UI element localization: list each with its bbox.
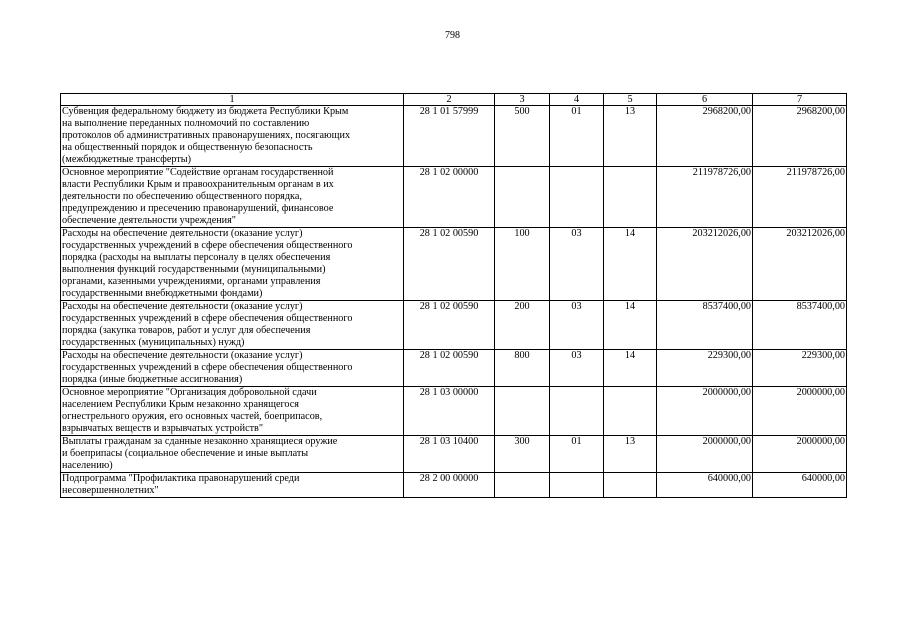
expense-name-line: (межбюджетные трансферты) bbox=[62, 154, 192, 165]
amount-cell: 203212026,00 bbox=[753, 228, 847, 301]
expense-name-line: порядка (закупка товаров, работ и услуг для обеспечения bbox=[62, 325, 311, 336]
target-article-cell: 28 1 01 57999 bbox=[404, 106, 495, 167]
table-row bbox=[61, 350, 847, 387]
table-row bbox=[61, 228, 847, 301]
expense-name-line: Субвенция федеральному бюджету из бюджета Республики Крым bbox=[62, 106, 349, 117]
expense-name-cell bbox=[61, 473, 404, 498]
table-row bbox=[61, 106, 847, 167]
expense-name-line: государственных учреждений в сфере обеспечения общественного bbox=[62, 240, 353, 251]
column-header: 1 bbox=[61, 94, 404, 106]
expense-type-cell bbox=[495, 387, 550, 436]
section-cell: 01 bbox=[550, 106, 604, 167]
expense-name-line: огнестрельного оружия, его основных частей, боеприпасов, bbox=[62, 411, 323, 422]
target-article-cell: 28 2 00 00000 bbox=[404, 473, 495, 498]
expense-name-line: Подпрограмма "Профилактика правонарушений среди bbox=[62, 473, 300, 484]
expense-name-line: деятельности по обеспечению общественного порядка, bbox=[62, 191, 302, 202]
subsection-cell: 14 bbox=[604, 350, 657, 387]
expense-name-line: на выполнение переданных полномочий по составлению bbox=[62, 118, 310, 129]
header-row bbox=[61, 94, 847, 106]
expense-name-line: порядка (расходы на выплаты персоналу в целях обеспечения bbox=[62, 252, 331, 263]
expense-name-cell bbox=[61, 228, 404, 301]
target-article-cell: 28 1 02 00000 bbox=[404, 167, 495, 228]
amount-cell: 640000,00 bbox=[753, 473, 847, 498]
amount-cell: 2968200,00 bbox=[753, 106, 847, 167]
expense-name-line: Расходы на обеспечение деятельности (оказание услуг) bbox=[62, 350, 303, 361]
amount-cell: 211978726,00 bbox=[657, 167, 753, 228]
column-header: 3 bbox=[495, 94, 550, 106]
section-cell: 03 bbox=[550, 301, 604, 350]
expense-name-line: населению) bbox=[62, 460, 113, 471]
amount-cell: 2968200,00 bbox=[657, 106, 753, 167]
amount-cell: 203212026,00 bbox=[657, 228, 753, 301]
section-cell bbox=[550, 167, 604, 228]
expense-type-cell bbox=[495, 473, 550, 498]
table-row bbox=[61, 436, 847, 473]
expense-type-cell bbox=[495, 167, 550, 228]
target-article-cell: 28 1 03 00000 bbox=[404, 387, 495, 436]
page-number: 798 bbox=[445, 30, 460, 41]
expense-name-line: государственных (муниципальных) нужд) bbox=[62, 337, 245, 348]
expense-name-cell bbox=[61, 167, 404, 228]
table-row bbox=[61, 167, 847, 228]
table-body bbox=[61, 106, 847, 498]
subsection-cell: 14 bbox=[604, 228, 657, 301]
amount-cell: 229300,00 bbox=[657, 350, 753, 387]
expense-name-line: взрывчатых веществ и взрывчатых устройств" bbox=[62, 423, 264, 434]
expense-type-cell: 500 bbox=[495, 106, 550, 167]
amount-cell: 2000000,00 bbox=[657, 387, 753, 436]
subsection-cell bbox=[604, 473, 657, 498]
expense-name-cell bbox=[61, 387, 404, 436]
expense-name-cell bbox=[61, 301, 404, 350]
amount-cell: 2000000,00 bbox=[657, 436, 753, 473]
table-row bbox=[61, 387, 847, 436]
expense-name-line: населением Республики Крым незаконно хранящегося bbox=[62, 399, 299, 410]
expense-name-cell bbox=[61, 106, 404, 167]
target-article-cell: 28 1 02 00590 bbox=[404, 301, 495, 350]
expense-name-line: Основное мероприятие "Содействие органам государственной bbox=[62, 167, 334, 178]
subsection-cell: 14 bbox=[604, 301, 657, 350]
subsection-cell bbox=[604, 167, 657, 228]
expense-name-line: и боеприпасы (социальное обеспечение и иные выплаты bbox=[62, 448, 309, 459]
expense-name-line: выполнения функций государственными (муниципальными) bbox=[62, 264, 326, 275]
target-article-cell: 28 1 02 00590 bbox=[404, 228, 495, 301]
budget-table bbox=[60, 93, 847, 498]
column-header: 5 bbox=[604, 94, 657, 106]
expense-type-cell: 300 bbox=[495, 436, 550, 473]
table-row bbox=[61, 301, 847, 350]
section-cell: 03 bbox=[550, 228, 604, 301]
column-header: 2 bbox=[404, 94, 495, 106]
column-header: 4 bbox=[550, 94, 604, 106]
target-article-cell: 28 1 02 00590 bbox=[404, 350, 495, 387]
subsection-cell: 13 bbox=[604, 436, 657, 473]
amount-cell: 8537400,00 bbox=[753, 301, 847, 350]
column-header: 6 bbox=[657, 94, 753, 106]
expense-name-cell bbox=[61, 436, 404, 473]
expense-name-line: Основное мероприятие "Организация добровольной сдачи bbox=[62, 387, 317, 398]
amount-cell: 640000,00 bbox=[657, 473, 753, 498]
amount-cell: 8537400,00 bbox=[657, 301, 753, 350]
expense-name-line: органами, казенными учреждениями, органами управления bbox=[62, 276, 321, 287]
amount-cell: 211978726,00 bbox=[753, 167, 847, 228]
expense-name-line: Выплаты гражданам за сданные незаконно хранящиеся оружие bbox=[62, 436, 338, 447]
expense-name-cell bbox=[61, 350, 404, 387]
expense-type-cell: 100 bbox=[495, 228, 550, 301]
expense-type-cell: 200 bbox=[495, 301, 550, 350]
expense-name-line: власти Республики Крым и правоохранительным органам в их bbox=[62, 179, 334, 190]
target-article-cell: 28 1 03 10400 bbox=[404, 436, 495, 473]
subsection-cell bbox=[604, 387, 657, 436]
expense-name-line: государственными внебюджетными фондами) bbox=[62, 288, 263, 299]
expense-name-line: государственных учреждений в сфере обеспечения общественного bbox=[62, 313, 353, 324]
expense-name-line: несовершеннолетних" bbox=[62, 485, 159, 496]
expense-name-line: Расходы на обеспечение деятельности (оказание услуг) bbox=[62, 301, 303, 312]
subsection-cell: 13 bbox=[604, 106, 657, 167]
table-row bbox=[61, 473, 847, 498]
expense-name-line: на общественный порядок и общественную безопасность bbox=[62, 142, 313, 153]
expense-name-line: государственных учреждений в сфере обеспечения общественного bbox=[62, 362, 353, 373]
expense-name-line: обеспечение деятельности учреждения" bbox=[62, 215, 236, 226]
amount-cell: 2000000,00 bbox=[753, 387, 847, 436]
section-cell bbox=[550, 473, 604, 498]
section-cell: 01 bbox=[550, 436, 604, 473]
section-cell: 03 bbox=[550, 350, 604, 387]
expense-name-line: протоколов об административных правонарушениях, посягающих bbox=[62, 130, 351, 141]
expense-type-cell: 800 bbox=[495, 350, 550, 387]
section-cell bbox=[550, 387, 604, 436]
amount-cell: 229300,00 bbox=[753, 350, 847, 387]
expense-name-line: предупреждению и пресечению правонарушений, финансовое bbox=[62, 203, 334, 214]
column-header: 7 bbox=[753, 94, 847, 106]
expense-name-line: Расходы на обеспечение деятельности (оказание услуг) bbox=[62, 228, 303, 239]
amount-cell: 2000000,00 bbox=[753, 436, 847, 473]
expense-name-line: порядка (иные бюджетные ассигнования) bbox=[62, 374, 243, 385]
